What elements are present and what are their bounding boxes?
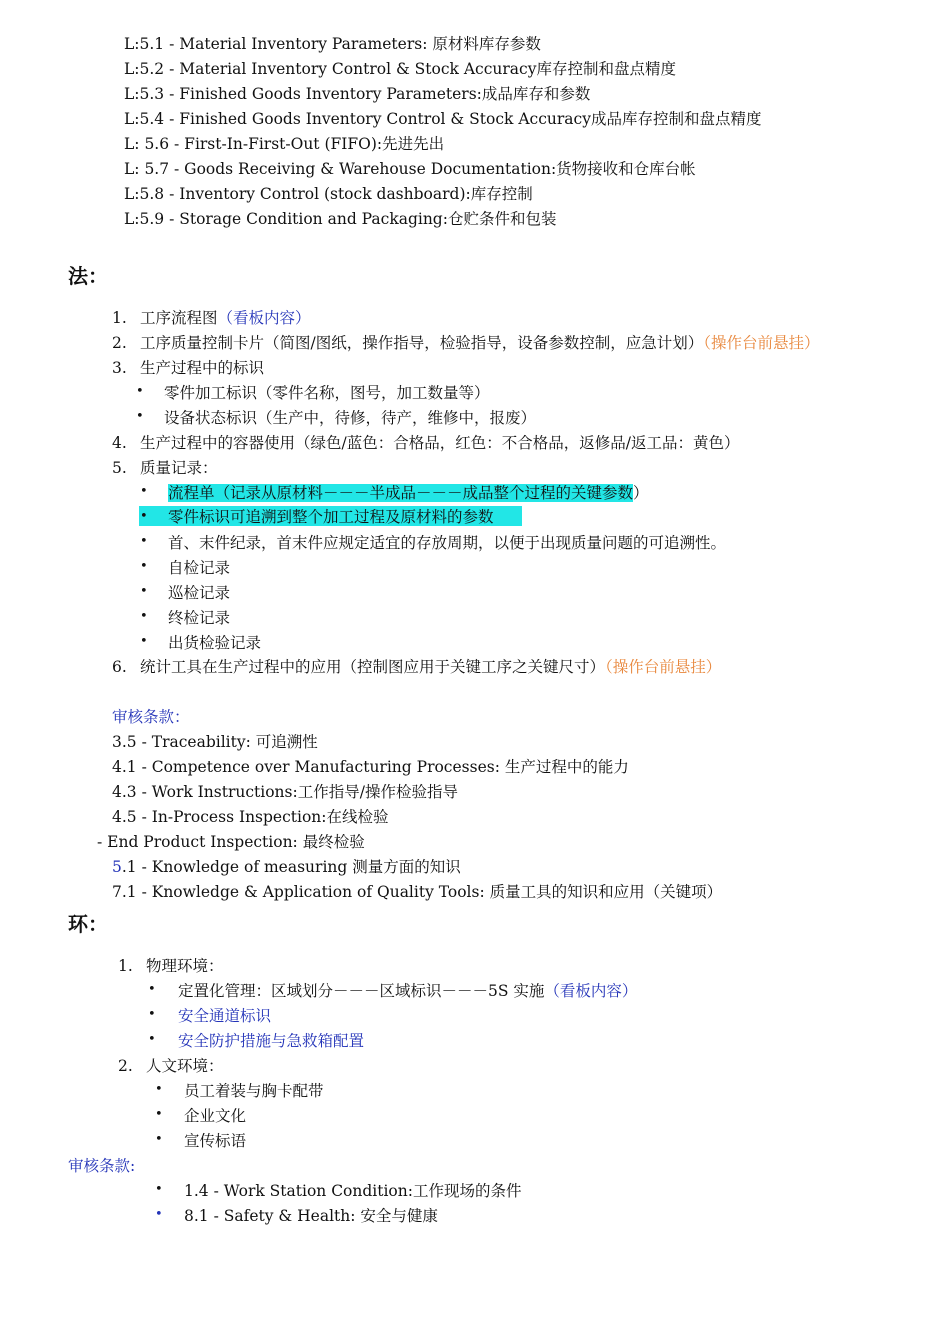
section-heading-huan: 环：: [68, 912, 108, 936]
list-item: 零件标识可追溯到整个加工过程及原材料的参数: [168, 508, 494, 526]
text-line: L:5.8 - Inventory Control (stock dashboard):库存控制: [124, 185, 533, 203]
list-item: 安全防护措施与急救箱配置: [178, 1032, 365, 1050]
item-note: （操作台前悬挂）: [605, 658, 722, 676]
bullet-icon: •: [140, 584, 148, 599]
bullet-icon: •: [140, 609, 148, 624]
item-text: ）: [633, 484, 649, 502]
text-line: L: 5.6 - First-In-First-Out (FIFO):先进先出: [124, 135, 445, 153]
section-heading-fa: 法：: [68, 264, 108, 288]
list-item: 巡检记录: [168, 584, 231, 602]
bullet-icon: •: [155, 1182, 163, 1197]
item-number: 2.: [112, 334, 127, 352]
list-item: [112, 333, 820, 353]
list-item: [112, 358, 264, 378]
item-number: 1.: [112, 309, 127, 327]
audit-clause: 7.1 - Knowledge & Application of Quality Tools: 质量工具的知识和应用（关键项）: [112, 883, 723, 901]
item-number: 2.: [118, 1057, 133, 1075]
text-line: L:5.4 - Finished Goods Inventory Control & Stock Accuracy成品库存控制和盘点精度: [124, 110, 762, 128]
list-item: [112, 657, 721, 677]
bullet-icon: •: [140, 509, 148, 524]
audit-clause: - End Product Inspection: 最终检验: [97, 833, 365, 851]
bullet-icon: •: [140, 484, 148, 499]
bullet-icon: •: [155, 1132, 163, 1147]
bullet-icon: •: [136, 409, 144, 424]
text-line: L: 5.7 - Goods Receiving & Warehouse Documentation:货物接收和仓库台帐: [124, 160, 696, 178]
list-item: [112, 308, 311, 328]
audit-label: 审核条款：: [112, 708, 190, 726]
text-line: L:5.1 - Material Inventory Parameters: 原材料库存参数: [124, 35, 541, 53]
audit-clause: 3.5 - Traceability: 可追溯性: [112, 733, 318, 751]
audit-clause: 4.1 - Competence over Manufacturing Processes: 生产过程中的能力: [112, 758, 629, 776]
clause-text: .1 - Knowledge of measuring 测量方面的知识: [121, 858, 461, 876]
list-item: 宣传标语: [184, 1132, 247, 1150]
audit-clause: 4.5 - In-Process Inspection:在线检验: [112, 808, 389, 826]
list-item: [168, 483, 649, 503]
bullet-icon: •: [140, 534, 148, 549]
list-item: 企业文化: [184, 1107, 247, 1125]
bullet-icon: •: [148, 982, 156, 997]
text-line: L:5.9 - Storage Condition and Packaging:仓贮条件和包装: [124, 210, 557, 228]
item-text: 人文环境：: [146, 1057, 224, 1075]
list-item: [178, 981, 637, 1001]
text-line: L:5.2 - Material Inventory Control & Stock Accuracy库存控制和盘点精度: [124, 60, 676, 78]
list-item: 出货检验记录: [168, 634, 262, 652]
text-line: L:5.3 - Finished Goods Inventory Parameters:成品库存和参数: [124, 85, 591, 103]
list-item: [118, 956, 224, 976]
item-note: （操作台前悬挂）: [703, 334, 820, 352]
audit-clause: 1.4 - Work Station Condition:工作现场的条件: [184, 1182, 522, 1200]
audit-clause: [112, 857, 461, 877]
item-text: 工序流程图: [140, 309, 218, 327]
list-item: 自检记录: [168, 559, 231, 577]
bullet-icon: •: [155, 1082, 163, 1097]
highlighted-text: 流程单（记录从原材料－－－半成品－－－成品整个过程的关键参数: [168, 484, 634, 502]
item-text: 生产过程中的容器使用（绿色/蓝色：合格品，红色：不合格品，返修品/返工品：黄色）: [140, 434, 740, 452]
bullet-icon: •: [136, 384, 144, 399]
audit-label: 审核条款:: [68, 1157, 136, 1175]
item-text: 定置化管理：区域划分－－－区域标识－－－5S 实施: [178, 982, 545, 1000]
list-item: 员工着装与胸卡配带: [184, 1082, 324, 1100]
bullet-icon: •: [155, 1207, 163, 1222]
bullet-icon: •: [140, 634, 148, 649]
list-item: [112, 433, 739, 453]
item-note: （看板内容）: [544, 982, 638, 1000]
item-text: 统计工具在生产过程中的应用（控制图应用于关键工序之关键尺寸）: [140, 658, 606, 676]
item-text: 生产过程中的标识: [140, 359, 265, 377]
audit-clause: 8.1 - Safety & Health: 安全与健康: [184, 1207, 438, 1225]
item-number: 3.: [112, 359, 127, 377]
item-note: （看板内容）: [217, 309, 311, 327]
list-item: 安全通道标识: [178, 1007, 272, 1025]
list-item: 终检记录: [168, 609, 231, 627]
clause-number: 5: [112, 858, 122, 876]
list-item: 首、末件纪录，首末件应规定适宜的存放周期，以便于出现质量问题的可追溯性。: [168, 534, 727, 552]
item-text: 工序质量控制卡片（简图/图纸，操作指导，检验指导，设备参数控制，应急计划）: [140, 334, 704, 352]
item-number: 6.: [112, 658, 127, 676]
item-text: 物理环境：: [146, 957, 224, 975]
list-item: 零件加工标识（零件名称，图号，加工数量等）: [164, 384, 490, 402]
item-text: 质量记录：: [140, 459, 218, 477]
bullet-icon: •: [148, 1032, 156, 1047]
list-item: 设备状态标识（生产中，待修，待产，维修中，报废）: [164, 409, 537, 427]
list-item: [118, 1056, 224, 1076]
bullet-icon: •: [148, 1007, 156, 1022]
item-number: 4.: [112, 434, 127, 452]
list-item: [112, 458, 218, 478]
audit-clause: 4.3 - Work Instructions:工作指导/操作检验指导: [112, 783, 458, 801]
bullet-icon: •: [140, 559, 148, 574]
bullet-icon: •: [155, 1107, 163, 1122]
item-number: 5.: [112, 459, 127, 477]
item-number: 1.: [118, 957, 133, 975]
